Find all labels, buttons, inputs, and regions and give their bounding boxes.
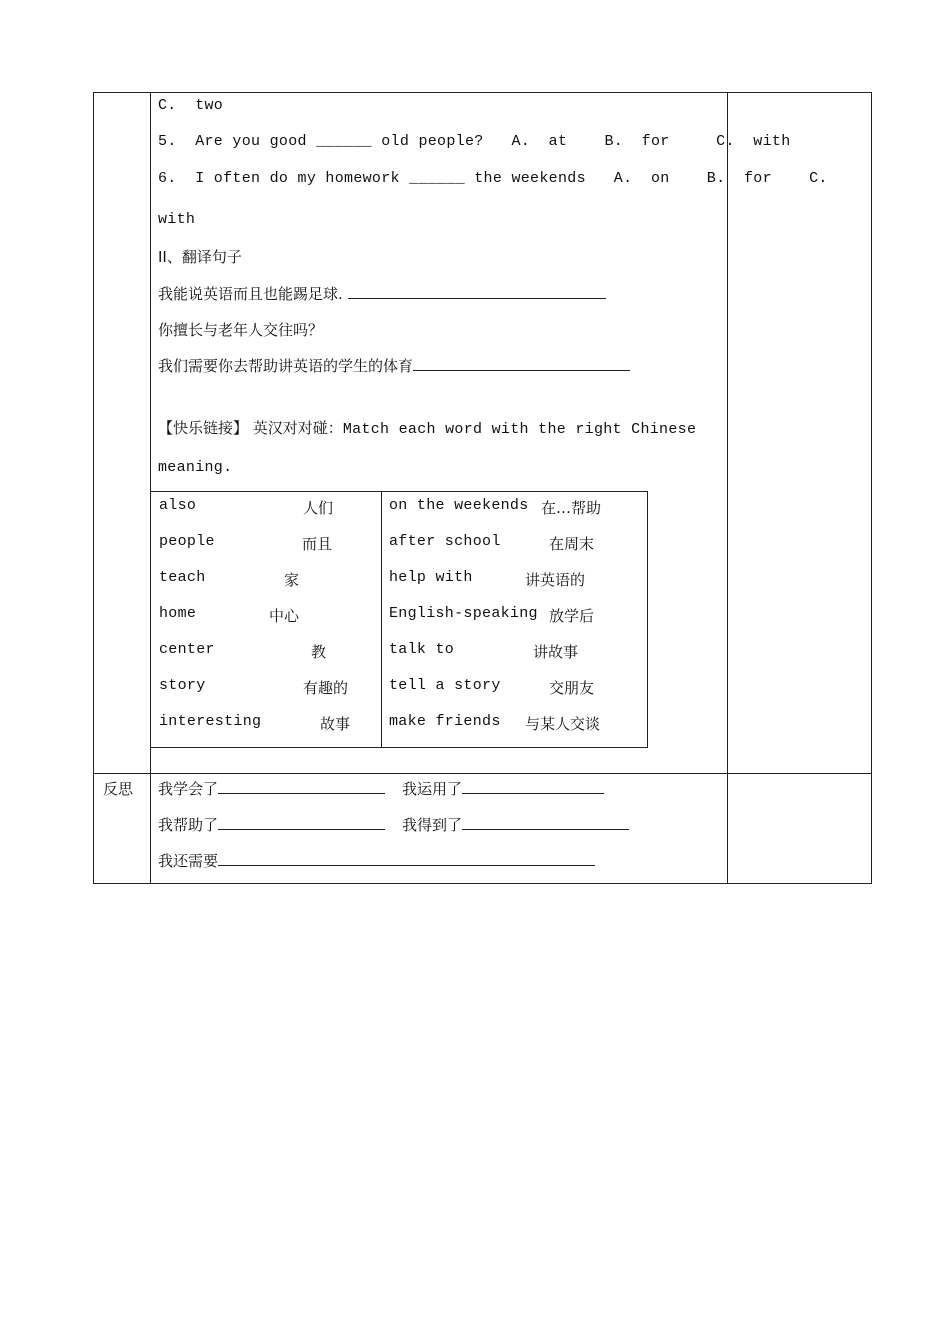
left-cn-meaning: 而且 xyxy=(302,535,333,553)
left-en-word: center xyxy=(159,641,215,658)
left-cn-meaning: 中心 xyxy=(269,607,300,625)
translation-heading: II、翻译句子 xyxy=(158,248,242,266)
question-6: 6. I often do my homework ______ the weekends A. on B. for C. xyxy=(158,170,828,187)
left-en-word: home xyxy=(159,605,197,622)
right-en-phrase: English-speaking xyxy=(389,605,538,622)
translation-sentence-2: 你擅长与老年人交往吗？ xyxy=(158,321,324,339)
question-6-continued: with xyxy=(158,211,196,228)
translation-sentence-3: 我们需要你去帮助讲英语的学生的体育 xyxy=(158,355,630,376)
left-en-word: story xyxy=(159,677,206,694)
right-en-phrase: tell a story xyxy=(389,677,501,694)
match-table-divider xyxy=(381,492,382,747)
left-cn-meaning: 家 xyxy=(284,571,300,589)
answer-blank[interactable] xyxy=(413,358,630,371)
right-cn-meaning: 讲英语的 xyxy=(525,571,586,589)
reflection-gained: 我得到了 xyxy=(402,814,629,835)
happy-link-line xyxy=(158,417,696,438)
gained-blank[interactable] xyxy=(462,817,629,830)
reflection-line-2: 我帮助了 xyxy=(158,814,385,835)
worksheet-table xyxy=(93,92,872,884)
right-cn-meaning: 与某人交谈 xyxy=(525,715,601,733)
happy-link-label: 【快乐链接】 xyxy=(158,419,249,437)
left-en-word: interesting xyxy=(159,713,262,730)
right-en-phrase: after school xyxy=(389,533,501,550)
right-en-phrase: help with xyxy=(389,569,473,586)
column-divider-left xyxy=(150,93,151,883)
left-en-word: people xyxy=(159,533,215,550)
need-blank[interactable] xyxy=(218,853,595,866)
reflection-line-1: 我学会了 xyxy=(158,778,385,799)
right-cn-meaning: 讲故事 xyxy=(533,643,579,661)
right-cn-meaning: 交朋友 xyxy=(549,679,595,697)
right-en-phrase: make friends xyxy=(389,713,501,730)
match-table xyxy=(150,491,648,748)
option-c-two: C. two xyxy=(158,97,224,114)
row-divider xyxy=(94,773,871,774)
happy-link-prompt-continued: meaning. xyxy=(158,459,233,476)
right-cn-meaning: 在周末 xyxy=(549,535,595,553)
learned-blank[interactable] xyxy=(218,781,385,794)
question-5: 5. Are you good ______ old people? A. at B. for C. with xyxy=(158,133,791,150)
reflection-used: 我运用了 xyxy=(402,778,604,799)
right-en-phrase: talk to xyxy=(389,641,455,658)
column-divider-right xyxy=(727,93,728,883)
left-cn-meaning: 故事 xyxy=(320,715,351,733)
used-blank[interactable] xyxy=(462,781,604,794)
translation-sentence-1: 我能说英语而且也能踢足球. xyxy=(158,283,606,304)
answer-blank[interactable] xyxy=(348,286,606,299)
happy-link-prompt-cn: 英汉对对碰： xyxy=(252,419,343,437)
right-cn-meaning: 放学后 xyxy=(549,607,595,625)
left-cn-meaning: 人们 xyxy=(303,499,334,517)
right-en-phrase: on the weekends xyxy=(389,497,529,514)
left-cn-meaning: 教 xyxy=(311,643,327,661)
helped-blank[interactable] xyxy=(218,817,385,830)
left-cn-meaning: 有趣的 xyxy=(303,679,349,697)
reflection-line-3: 我还需要 xyxy=(158,850,595,871)
left-en-word: teach xyxy=(159,569,206,586)
right-cn-meaning: 在…帮助 xyxy=(541,499,602,517)
reflection-label: 反思 xyxy=(103,780,134,798)
left-en-word: also xyxy=(159,497,197,514)
happy-link-prompt-en: Match each word with the right Chinese xyxy=(342,421,697,438)
